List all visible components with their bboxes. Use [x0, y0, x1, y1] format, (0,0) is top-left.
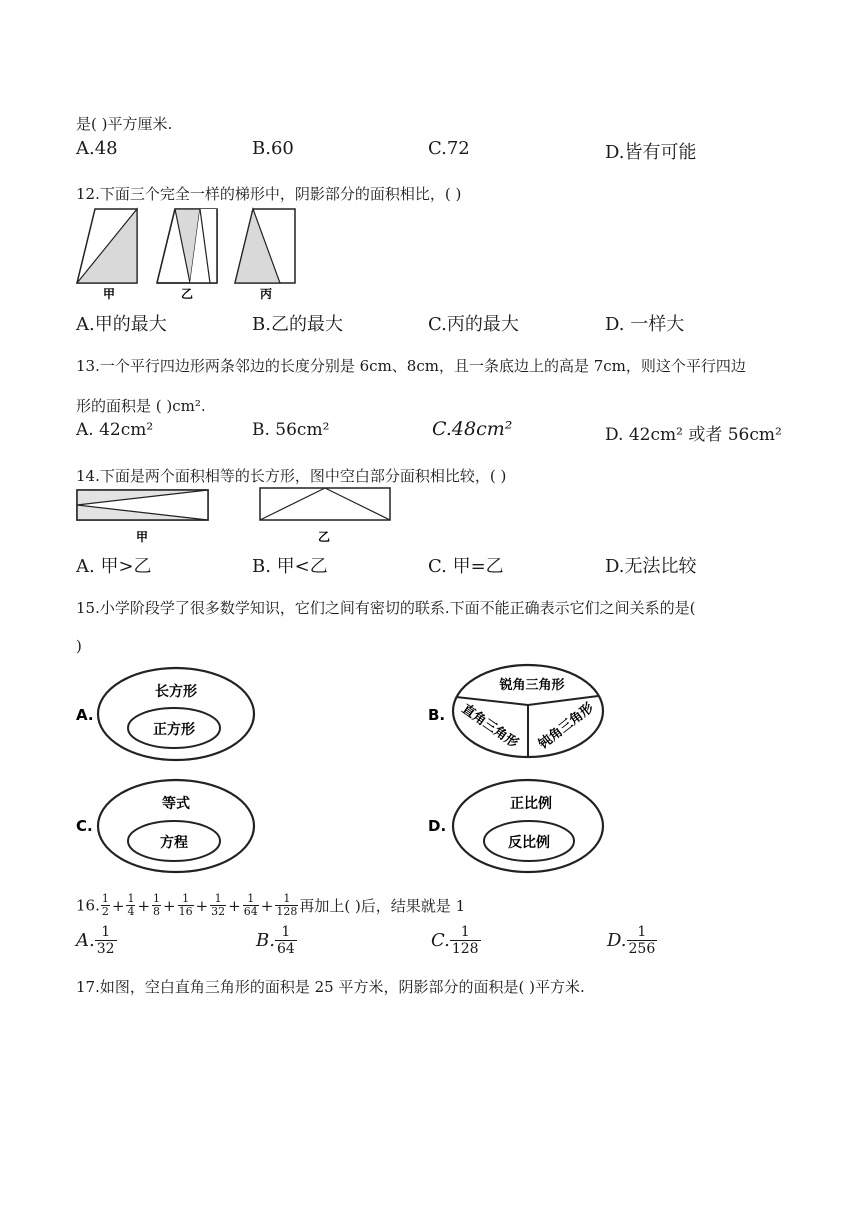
q16-term-7: $\frac{1}{128}$ — [276, 892, 298, 918]
q15-a-outer-label: 长方形 — [155, 684, 197, 700]
plus-sign: + — [195, 896, 209, 915]
q11-option-b: B.60 — [252, 138, 294, 159]
q13-stem-line2: 形的面积是 ( )cm². — [76, 397, 206, 415]
q11-stem-tail: 是( )平方厘米. — [76, 115, 173, 133]
q12-trapezoid-figures — [70, 205, 310, 305]
q12-label-yi: 乙 — [181, 287, 194, 301]
q15-c-inner-label: 方程 — [160, 835, 188, 851]
q14-label-yi: 乙 — [318, 530, 331, 544]
q16-term-5: $\frac{1}{32}$ — [211, 892, 226, 918]
plus-sign: + — [163, 896, 176, 915]
plus-sign: + — [260, 896, 274, 915]
q16-option-c: C. $\frac{1}{128}$ — [431, 924, 479, 957]
q16-option-a: A. $\frac{1}{32}$ — [76, 924, 115, 957]
q13-option-a: A. 42cm² — [76, 420, 154, 440]
q14-option-a: A. 甲>乙 — [76, 556, 152, 577]
q14-option-b: B. 甲<乙 — [252, 556, 328, 577]
q16-term-3: $\frac{1}{8}$ — [153, 892, 161, 918]
q13-option-c: C.48cm² — [432, 418, 513, 440]
q16-option-b: B. $\frac{1}{64}$ — [256, 924, 295, 957]
q12-option-d: D. 一样大 — [605, 314, 685, 335]
q15-a-inner-label: 正方形 — [153, 722, 195, 738]
q16-stem-tail: 再加上( )后，结果就是 1 — [299, 897, 466, 915]
q15-b-right-label: 钝角三角形 — [536, 700, 597, 753]
q16-term-2: $\frac{1}{4}$ — [127, 892, 135, 918]
q15-stem-line2: ) — [76, 637, 82, 655]
q16-option-d: D. $\frac{1}{256}$ — [607, 924, 656, 957]
q16-term-6: $\frac{1}{64}$ — [243, 892, 258, 918]
q12-option-c: C.丙的最大 — [428, 314, 519, 335]
q15-a-letter: A. — [76, 706, 94, 724]
q12-option-b: B.乙的最大 — [252, 314, 343, 335]
q16-number: 16. — [76, 896, 100, 915]
q15-d-outer-label: 正比例 — [510, 796, 552, 812]
q14-stem: 14.下面是两个面积相等的长方形，图中空白部分面积相比较，( ) — [76, 467, 507, 485]
q15-b-left-label: 直角三角形 — [458, 701, 521, 752]
q11-option-d: D.皆有可能 — [605, 142, 697, 163]
q12-option-a: A.甲的最大 — [76, 314, 167, 335]
plus-sign: + — [137, 896, 151, 915]
q17-stem: 17.如图，空白直角三角形的面积是 25 平方米，阴影部分的面积是( )平方米. — [76, 978, 585, 996]
q12-label-jia: 甲 — [103, 287, 116, 301]
q14-rectangle-figures — [70, 485, 400, 547]
q12-label-bing: 丙 — [260, 287, 273, 301]
q15-d-inner-label: 反比例 — [508, 835, 550, 851]
q11-option-c: C.72 — [428, 138, 470, 159]
q16-term-4: $\frac{1}{16}$ — [178, 892, 193, 918]
q11-option-a: A.48 — [76, 138, 118, 159]
plus-sign: + — [228, 896, 241, 915]
q13-stem-line1: 13.一个平行四边形两条邻边的长度分别是 6cm、8cm，且一条底边上的高是 7cm，则这个平行四边 — [76, 357, 746, 375]
q15-c-outer-label: 等式 — [162, 796, 190, 812]
q14-option-d: D.无法比较 — [605, 556, 697, 577]
q14-label-jia: 甲 — [136, 530, 149, 544]
q15-d-letter: D. — [428, 817, 447, 835]
q15-b-top-label: 锐角三角形 — [499, 678, 565, 693]
q16-stem — [76, 893, 465, 918]
plus-sign: + — [111, 896, 125, 915]
q15-c-letter: C. — [76, 817, 93, 835]
q16-term-1: $\frac{1}{2}$ — [101, 892, 109, 918]
q15-venn-diagrams — [70, 660, 800, 880]
q13-option-d: D. 42cm² 或者 56cm² — [605, 425, 782, 445]
q15-stem-line1: 15.小学阶段学了很多数学知识，它们之间有密切的联系.下面不能正确表示它们之间关系的是( — [76, 599, 696, 617]
q14-option-c: C. 甲=乙 — [428, 556, 504, 577]
q13-option-b: B. 56cm² — [252, 420, 330, 440]
q12-stem: 12.下面三个完全一样的梯形中，阴影部分的面积相比，( ) — [76, 185, 462, 203]
q15-b-letter: B. — [428, 706, 446, 724]
